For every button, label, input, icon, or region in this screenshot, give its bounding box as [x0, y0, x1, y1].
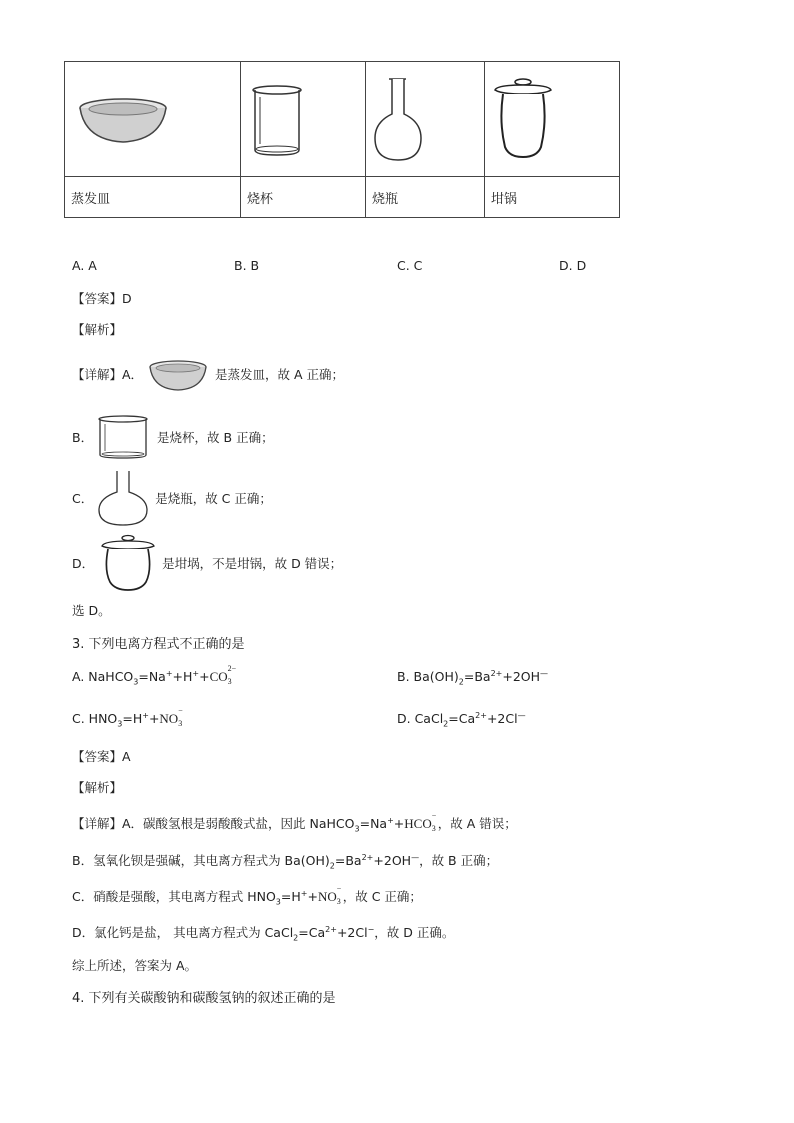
detail-text: ，故 D 正确。	[374, 925, 455, 940]
ion-charge: 2−	[227, 664, 237, 674]
answer-line: 【答案】A	[72, 749, 131, 764]
ion-subscript: 3	[431, 824, 436, 833]
ion-charge: −	[178, 706, 183, 716]
answer-line: 【答案】D	[72, 291, 132, 306]
ion-symbol: NO	[159, 711, 179, 727]
option-d: D. D	[559, 258, 587, 273]
evaporating-dish-icon	[147, 354, 211, 394]
formula-part: A. NaHCO	[72, 669, 134, 685]
detail-prefix: C．	[72, 491, 94, 506]
formula-sup: 2+	[490, 669, 503, 678]
ion-subscript: 3	[178, 719, 183, 729]
formula-part: =Ba	[463, 669, 491, 685]
detail-text: 【详解】A．碳酸氢根是弱酸酸式盐，因此 NaHCO	[72, 816, 355, 831]
bicarbonate-ion	[404, 811, 437, 833]
carbonate-ion	[209, 664, 237, 687]
detail-text: D．氯化钙是盐， 其电离方程式为 CaCl	[72, 925, 294, 940]
detail-text: =Na	[359, 816, 388, 831]
beaker-icon	[241, 62, 365, 176]
formula-part: +	[199, 669, 210, 685]
formula-sup: —	[411, 852, 420, 862]
formula-part: D. CaCl	[397, 711, 444, 727]
option-b: B. B	[234, 258, 260, 273]
q3-detail-d: D．氯化钙是盐， 其电离方程式为 $CaCl_2=Ca^{2+}+2Cl^-$，故 D 正确。	[72, 924, 455, 943]
detail-text: +	[307, 889, 318, 904]
q3-detail-a: 【详解】A．碳酸氢根是弱酸酸式盐，因此 NaHCO$_3$=Na++HCO − 3 ，故 A 错误；	[72, 811, 517, 834]
detail-line-d	[72, 534, 342, 592]
formula-sup: 2+	[325, 924, 337, 934]
option-c: C. C	[397, 258, 423, 273]
apparatus-label: 烧杯	[241, 177, 366, 218]
formula-part: =Ca	[448, 711, 476, 727]
formula-sup: —	[517, 711, 526, 720]
apparatus-label: 烧瓶	[366, 177, 485, 218]
table-image-cell	[65, 62, 241, 177]
formula-part: B. Ba(OH)	[397, 669, 459, 685]
detail-text: 是烧杯，故 B 正确；	[157, 430, 274, 445]
detail-text: +	[393, 816, 405, 831]
detail-text: B．氢氧化钡是强碱，其电离方程式为 Ba(OH)	[72, 853, 330, 868]
crucible-icon	[485, 62, 619, 176]
detail-text: 是烧瓶，故 C 正确；	[155, 491, 272, 506]
ion-subscript: 3	[336, 897, 341, 906]
detail-text: 是坩埚，不是坩锅，故 D 错误；	[162, 556, 343, 571]
question-4: 4. 下列有关碳酸钠和碳酸氢钠的叙述正确的是	[72, 991, 336, 1006]
detail-line-b	[72, 414, 274, 460]
detail-text: ，故 A 错误；	[437, 816, 517, 831]
detail-text: =Ca	[298, 925, 326, 940]
evaporating-dish-icon	[65, 62, 240, 176]
q3-option-d: D. $CaCl_2=Ca^{2+}+2Cl^—$	[397, 711, 526, 729]
formula-sup: 2+	[475, 711, 487, 720]
detail-line-a	[72, 354, 344, 394]
detail-prefix: B．	[72, 430, 94, 445]
apparatus-table	[64, 61, 620, 218]
detail-text: 是蒸发皿，故 A 正确；	[215, 367, 345, 382]
ion-charge: −	[431, 811, 437, 820]
detail-prefix: 【详解】A．	[72, 367, 144, 382]
q3-option-c: C. $HNO_3=H^++NO$ − 3	[72, 706, 183, 729]
detail-line-c	[72, 470, 272, 526]
formula-sup: —	[540, 669, 549, 678]
detail-text: +2Cl	[336, 925, 368, 940]
table-image-cell	[366, 62, 485, 177]
nitrate-ion	[317, 884, 342, 906]
formula-part: =H	[122, 711, 143, 727]
apparatus-label: 坩锅	[485, 177, 620, 218]
detail-text: ，故 C 正确；	[342, 889, 422, 904]
detail-text: ，故 B 正确；	[419, 853, 499, 868]
formula-sup: 2+	[361, 852, 374, 862]
detail-prefix: D．	[72, 556, 95, 571]
detail-text: +2OH	[373, 853, 412, 868]
nitrate-ion	[159, 706, 183, 729]
formula-part: +2OH	[502, 669, 541, 685]
formula-part: +2Cl	[486, 711, 518, 727]
q3-summary: 综上所述，答案为 A。	[72, 958, 198, 973]
question-3: 3. 下列电离方程式不正确的是	[72, 637, 245, 652]
formula-part: =Na	[138, 669, 166, 685]
q2-conclusion: 选 D。	[72, 603, 111, 618]
round-flask-icon	[97, 470, 151, 526]
table-image-cell	[241, 62, 366, 177]
table-image-cell	[485, 62, 620, 177]
formula-sup: −	[367, 924, 375, 934]
ion-symbol: HCO	[404, 816, 432, 831]
beaker-icon	[97, 414, 153, 460]
ion-symbol: CO	[209, 669, 228, 685]
crucible-icon	[98, 534, 158, 592]
detail-text: =H	[280, 889, 301, 904]
option-a: A. A	[72, 258, 97, 273]
ion-symbol: NO	[317, 889, 337, 904]
formula-part: +H	[172, 669, 193, 685]
round-flask-icon	[366, 62, 484, 176]
analysis-heading: 【解析】	[72, 322, 123, 337]
ion-charge: −	[336, 884, 342, 893]
ion-subscript: 3	[227, 677, 232, 687]
q3-detail-c: C．硝酸是强酸，其电离方程式 $HNO_3=H^++NO$ − 3 ，故 C 正确；	[72, 884, 422, 907]
analysis-heading: 【解析】	[72, 780, 123, 795]
q3-option-b: B. $Ba(OH)_2=Ba^{2+}+2OH^—$	[397, 669, 549, 687]
formula-part: +	[148, 711, 160, 727]
formula-part: C. HNO	[72, 711, 118, 727]
detail-text: C．硝酸是强酸，其电离方程式 HNO	[72, 889, 276, 904]
detail-text: =Ba	[334, 853, 362, 868]
q3-option-a: A. NaHCO$_3$=Na++H++CO 2− 3	[72, 664, 237, 687]
q3-detail-b: B．氢氧化钡是强碱，其电离方程式为 $Ba(OH)_2=Ba^{2+}+2OH^—$，故 B 正确；	[72, 852, 499, 871]
apparatus-label: 蒸发皿	[65, 177, 241, 218]
